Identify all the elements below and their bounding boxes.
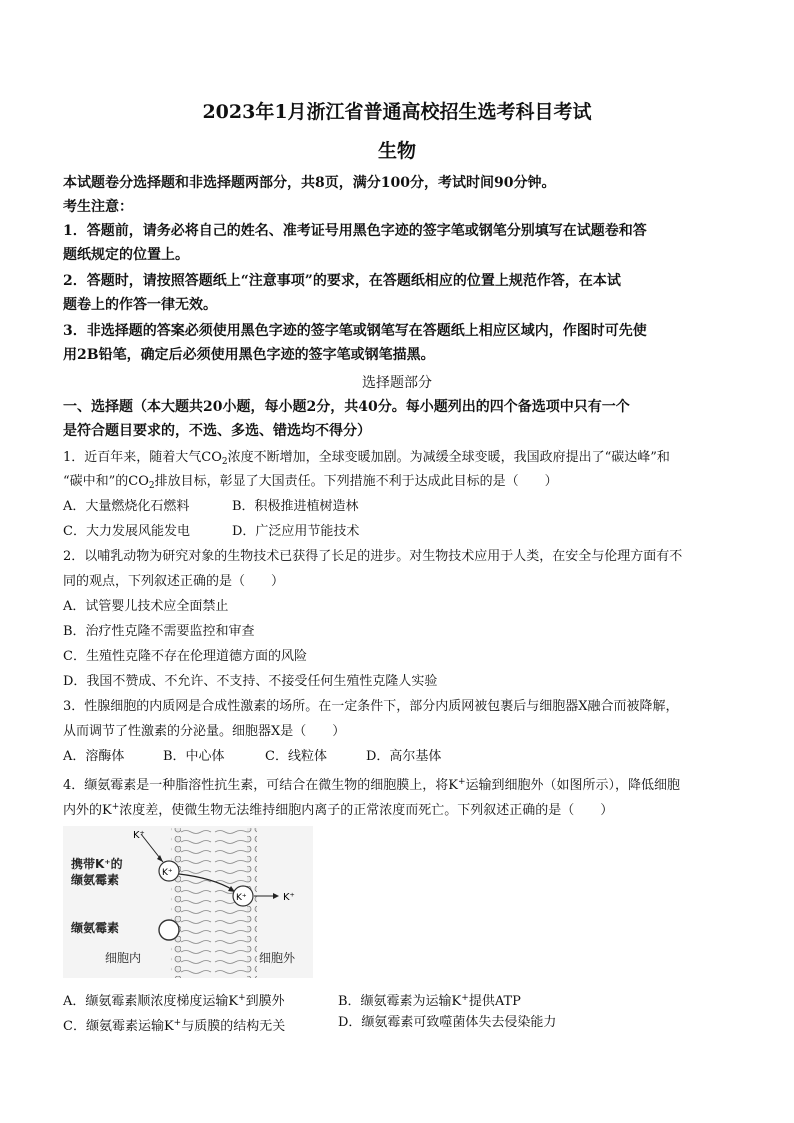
question-3-option-d: D．高尔基体 bbox=[366, 749, 442, 764]
question-2-option-c: C．生殖性克隆不存在伦理道德方面的风险 bbox=[63, 649, 307, 664]
page-title: 2023年1月浙江省普通高校招生选考科目考试 bbox=[202, 101, 592, 123]
question-1-option-d: D．广泛应用节能技术 bbox=[232, 524, 360, 539]
question-2-stem-line-1: 2．以哺乳动物为研究对象的生物技术已获得了长足的进步。对生物技术应用于人类，在安全与伦理方面有不 bbox=[63, 549, 683, 564]
question-4-stem-line-1: 4．缬氨霉素是一种脂溶性抗生素，可结合在微生物的细胞膜上，将K+运输到细胞外（如图所示），降低细胞 bbox=[63, 777, 681, 793]
valinomycin-transport-figure bbox=[63, 826, 313, 978]
intro-notice-heading: 考生注意： bbox=[63, 199, 133, 215]
k-ion-outside-label: K⁺ bbox=[283, 892, 295, 903]
intro-paper-info: 本试题卷分选择题和非选择题两部分，共8页，满分100分，考试时间90分钟。 bbox=[63, 175, 556, 191]
notice-2-line-1: 2．答题时，请按照答题纸上“注意事项”的要求，在答题纸相应的位置上规范作答，在本试 bbox=[63, 273, 621, 289]
carrier-label-line-1: 携带K⁺的 bbox=[71, 857, 123, 871]
cell-inside-label: 细胞内 bbox=[105, 951, 142, 965]
k-ion-bound-label: K⁺ bbox=[162, 868, 173, 878]
notice-3-line-2: 用2B铅笔，确定后必须使用黑色字迹的签字笔或钢笔描黑。 bbox=[63, 347, 435, 363]
question-2-stem-line-2: 同的观点，下列叙述正确的是（ ） bbox=[63, 574, 285, 589]
question-1-stem-line-1: 1．近百年来，随着大气$CO_2$浓度不断增加，全球变暖加剧。为减缓全球变暖，我国政府提出了“碳达峰”和 bbox=[63, 450, 670, 467]
question-3-stem-line-2: 从而调节了性激素的分泌量。细胞器X是（ ） bbox=[63, 724, 346, 739]
section-instructions-line-2: 是符合题目要求的，不选、多选、错选均不得分） bbox=[63, 423, 371, 439]
question-1-stem-line-2: “碳中和”的$CO_2$排放目标，彰显了大国责任。下列措施不利于达成此目标的是（ ） bbox=[63, 474, 558, 491]
question-3-option-a: A．溶酶体 bbox=[63, 749, 125, 764]
question-1-option-b: B．积极推进植树造林 bbox=[232, 499, 359, 514]
question-2-option-d: D．我国不赞成、不允许、不支持、不接受任何生殖性克隆人实验 bbox=[63, 674, 438, 689]
question-3-option-b: B．中心体 bbox=[163, 749, 225, 764]
question-2-option-b: B．治疗性克隆不需要监控和审查 bbox=[63, 624, 255, 639]
subject-title: 生物 bbox=[377, 140, 416, 162]
question-3-option-c: C．线粒体 bbox=[265, 749, 327, 764]
question-4-option-a: A．缬氨霉素顺浓度梯度运输K+到膜外 bbox=[63, 993, 285, 1009]
carrier-label-line-2: 缬氨霉素 bbox=[71, 873, 120, 887]
valinomycin-label: 缬氨霉素 bbox=[71, 921, 120, 935]
notice-2-line-2: 题卷上的作答一律无效。 bbox=[63, 297, 217, 313]
cell-outside-label: 细胞外 bbox=[259, 951, 296, 965]
question-4-stem-line-2: 内外的K+浓度差，使微生物无法维持细胞内离子的正常浓度而死亡。下列叙述正确的是（ ） bbox=[63, 802, 614, 818]
notice-1-line-1: 1．答题前，请务必将自己的姓名、准考证号用黑色字迹的签字笔或钢笔分别填写在试题卷和答 bbox=[63, 223, 647, 239]
question-4-option-c: C．缬氨霉素运输K+与质膜的结构无关 bbox=[63, 1018, 286, 1034]
k-ion-release-label: K⁺ bbox=[236, 893, 247, 903]
notice-3-line-1: 3．非选择题的答案必须使用黑色字迹的签字笔或钢笔写在答题纸上相应区域内，作图时可先使 bbox=[63, 323, 647, 339]
section-title: 选择题部分 bbox=[362, 375, 432, 391]
question-1-option-a: A．大量燃烧化石燃料 bbox=[63, 499, 190, 514]
notice-1-line-2: 题纸规定的位置上。 bbox=[63, 247, 189, 263]
question-1-option-c: C．大力发展风能发电 bbox=[63, 524, 190, 539]
k-ion-inside-label: K⁺ bbox=[133, 830, 145, 841]
question-3-stem-line-1: 3．性腺细胞的内质网是合成性激素的场所。在一定条件下，部分内质网被包裹后与细胞器X融合而被降解， bbox=[63, 699, 679, 714]
question-4-option-d: D．缬氨霉素可致噬菌体失去侵染能力 bbox=[338, 1015, 557, 1030]
question-2-option-a: A．试管婴儿技术应全面禁止 bbox=[63, 599, 229, 614]
free-valinomycin-circle bbox=[159, 920, 179, 940]
section-instructions-line-1: 一、选择题（本大题共20小题，每小题2分，共40分。每小题列出的四个备选项中只有一个 bbox=[63, 399, 630, 415]
question-4-option-b: B．缬氨霉素为运输K+提供ATP bbox=[338, 993, 521, 1009]
